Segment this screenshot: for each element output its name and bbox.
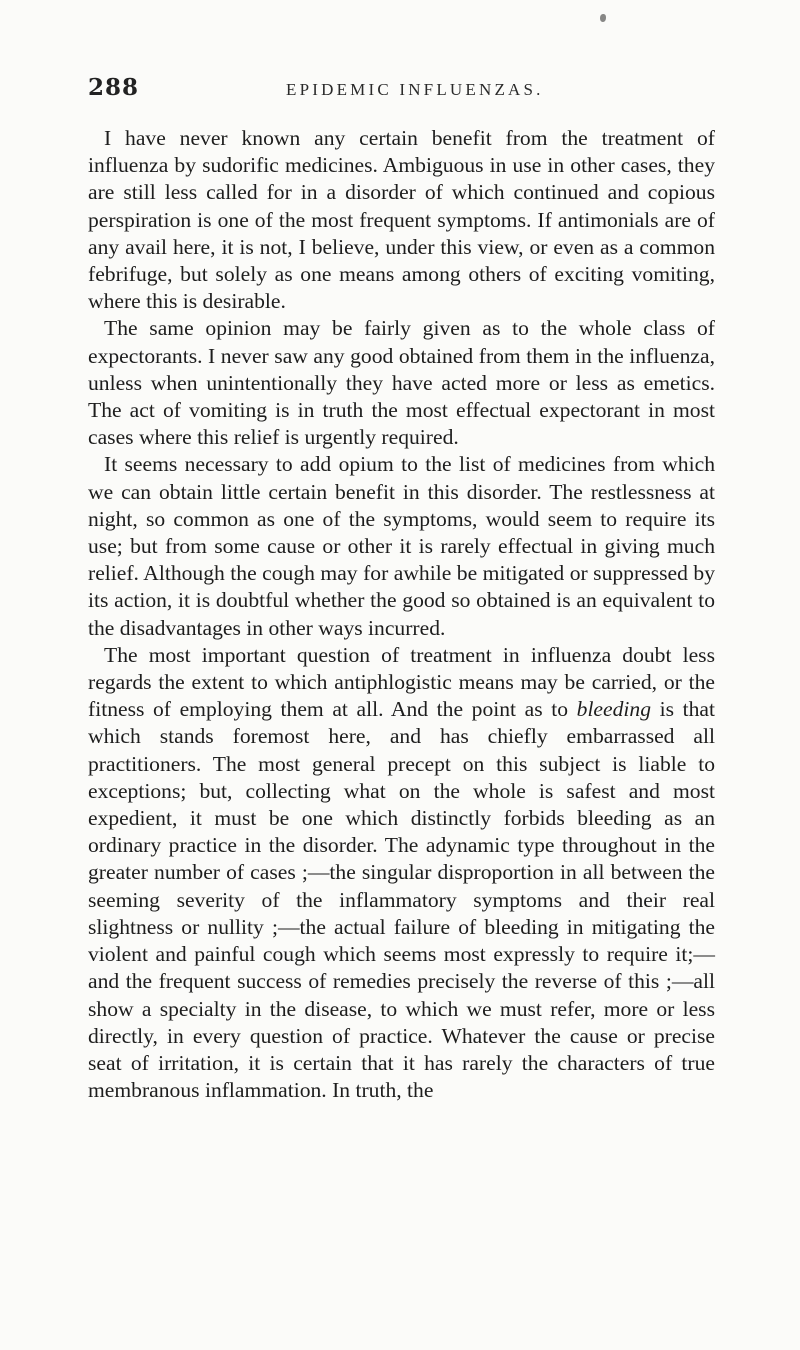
paragraph-opium: It seems necessary to add opium to the list of medicines from which we can obtain little certain benefit in this disorder. The restlessness at night, so common as one of the symptoms, would seem to require its use; but from some cause or other it is rarely effectual in giving much relief. Although the cough may for awhile be mitigated or suppressed by its action, it is doubtful whether the good so obtained is an equivalent to the disadvantages in other ways incurred. [88, 452, 715, 640]
paragraph-text-after: is that which stands foremost here, and has chiefly embarrassed all practitioners. The most general precept on this subject is liable to exceptions; but, collecting what on the whole is safest and most expedient, it must be one which distinctly forbids bleeding as an ordinary practice in the disorder. The adynamic type throughout in the greater number of cases ;—the singular disproportion in all between the seeming severity of the inflammatory symptoms and their real slightness or nullity ;—the actual failure of bleeding in mitigating the violent and painful cough which seems most expressly to require it;—and the frequent success of remedies precisely the reverse of this ;—all show a specialty in the disease, to which we must refer, more or less directly, in every question of practice. Whatever the cause or precise seat of irritation, it is certain that it has rarely the characters of true membranous inflammation. In truth, the [88, 697, 715, 1103]
page-number: 288 [88, 74, 140, 101]
paragraph-expectorants: The same opinion may be fairly given as to the whole class of expectorants. I never saw any good obtained from them in the influenza, unless when unintentionally they have acted more or less as emetics. The act of vomiting is in truth the most effectual expectorant in most cases where this relief is urgently required. [88, 316, 715, 450]
ink-speck [600, 14, 606, 22]
paragraph-text-before: The most important question of treatment in influenza doubt less regards the extent to which antiphlogistic means may be carried, or the fitness of employing them at all. And the point as to [88, 642, 715, 722]
body-text [88, 125, 715, 1104]
paragraph-bleeding [88, 642, 715, 1104]
running-title: EPIDEMIC INFLUENZAS. [286, 80, 544, 99]
paragraph-sudorifics: I have never known any certain benefit from the treatment of influenza by sudorific medicines. Ambiguous in use in other cases, they are still less called for in a disorder of which continued and copious perspiration is one of the most frequent symptoms. If antimonials are of any avail here, it is not, I believe, under this view, or even as a common febrifuge, but solely as one means among others of exciting vomiting, where this is desirable. [88, 126, 715, 314]
page-header [88, 74, 648, 108]
emphasis-bleeding: bleeding [576, 697, 651, 722]
